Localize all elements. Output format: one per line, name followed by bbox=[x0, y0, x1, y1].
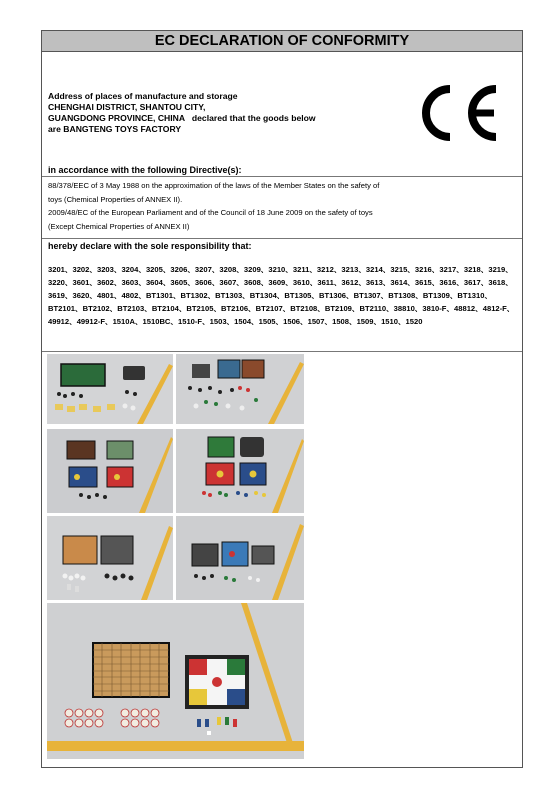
declaration-page bbox=[41, 30, 523, 768]
declare-heading: hereby declare with the sole responsibility that: bbox=[42, 238, 522, 252]
product-photo-6 bbox=[176, 516, 304, 600]
directive-line: 88/378/EEC of 3 May 1988 on the approximation of the laws of the Member States on the safety of bbox=[48, 181, 380, 190]
ce-mark-logo bbox=[420, 83, 502, 143]
address-line-2: GUANGDONG PROVINCE, CHINA bbox=[48, 113, 185, 123]
directive-line: 2009/48/EC of the European Parliament and of the Council of 18 June 2009 on the safety of toys bbox=[48, 208, 373, 217]
directives-list bbox=[48, 179, 518, 233]
declared-text: declared that the goods below bbox=[191, 113, 316, 123]
are-label: are bbox=[48, 124, 61, 134]
address-line-2-row bbox=[48, 113, 418, 124]
directive-line: (Except Chemical Properties of ANNEX II) bbox=[48, 221, 190, 231]
factory-row bbox=[48, 124, 418, 135]
product-photo-4 bbox=[176, 429, 304, 513]
directives-heading: in accordance with the following Directive(s): bbox=[42, 163, 522, 177]
divider bbox=[42, 351, 522, 352]
factory-name: BANGTENG TOYS FACTORY bbox=[63, 124, 182, 134]
address-line-1: CHENGHAI DISTRICT, SHANTOU CITY, bbox=[48, 102, 206, 112]
item-numbers: 3201、3202、3203、3204、3205、3206、3207、3208、3209、3210、3211、3212、3213、3214、3215、3216、3217、3218、3219、3220、3601、3602、3603、3604、3605、3606、3607、3608、3609、3610、3611、3612、3613、3614、3615、3616、3617、3618、3619、3620、4801、4802、BT1301、BT1302、BT1303、BT1304、BT1305、BT1306、BT1307、BT1308、BT1309、BT1310、BT2101、BT2102、BT2103、BT2104、BT2105、BT2106、BT2107、BT2108、BT2109、BT2110、38810、3810-F、48812、4812-F、49912、49912-F、1510A、1510BC、1510-F、1503、1504、1505、1506、1507、1508、1509、1510、1520 bbox=[48, 265, 515, 326]
product-photo-7 bbox=[47, 603, 304, 759]
address-label: Address of places of manufacture and storage bbox=[48, 91, 238, 101]
product-photo-2 bbox=[176, 354, 304, 424]
directive-line: toys (Chemical Properties of ANNEX II). bbox=[48, 194, 183, 204]
product-photo-1 bbox=[47, 354, 173, 424]
page-title: EC DECLARATION OF CONFORMITY bbox=[42, 31, 522, 52]
product-photo-3 bbox=[47, 429, 173, 513]
product-photo-5 bbox=[47, 516, 173, 600]
address-block bbox=[48, 91, 418, 135]
